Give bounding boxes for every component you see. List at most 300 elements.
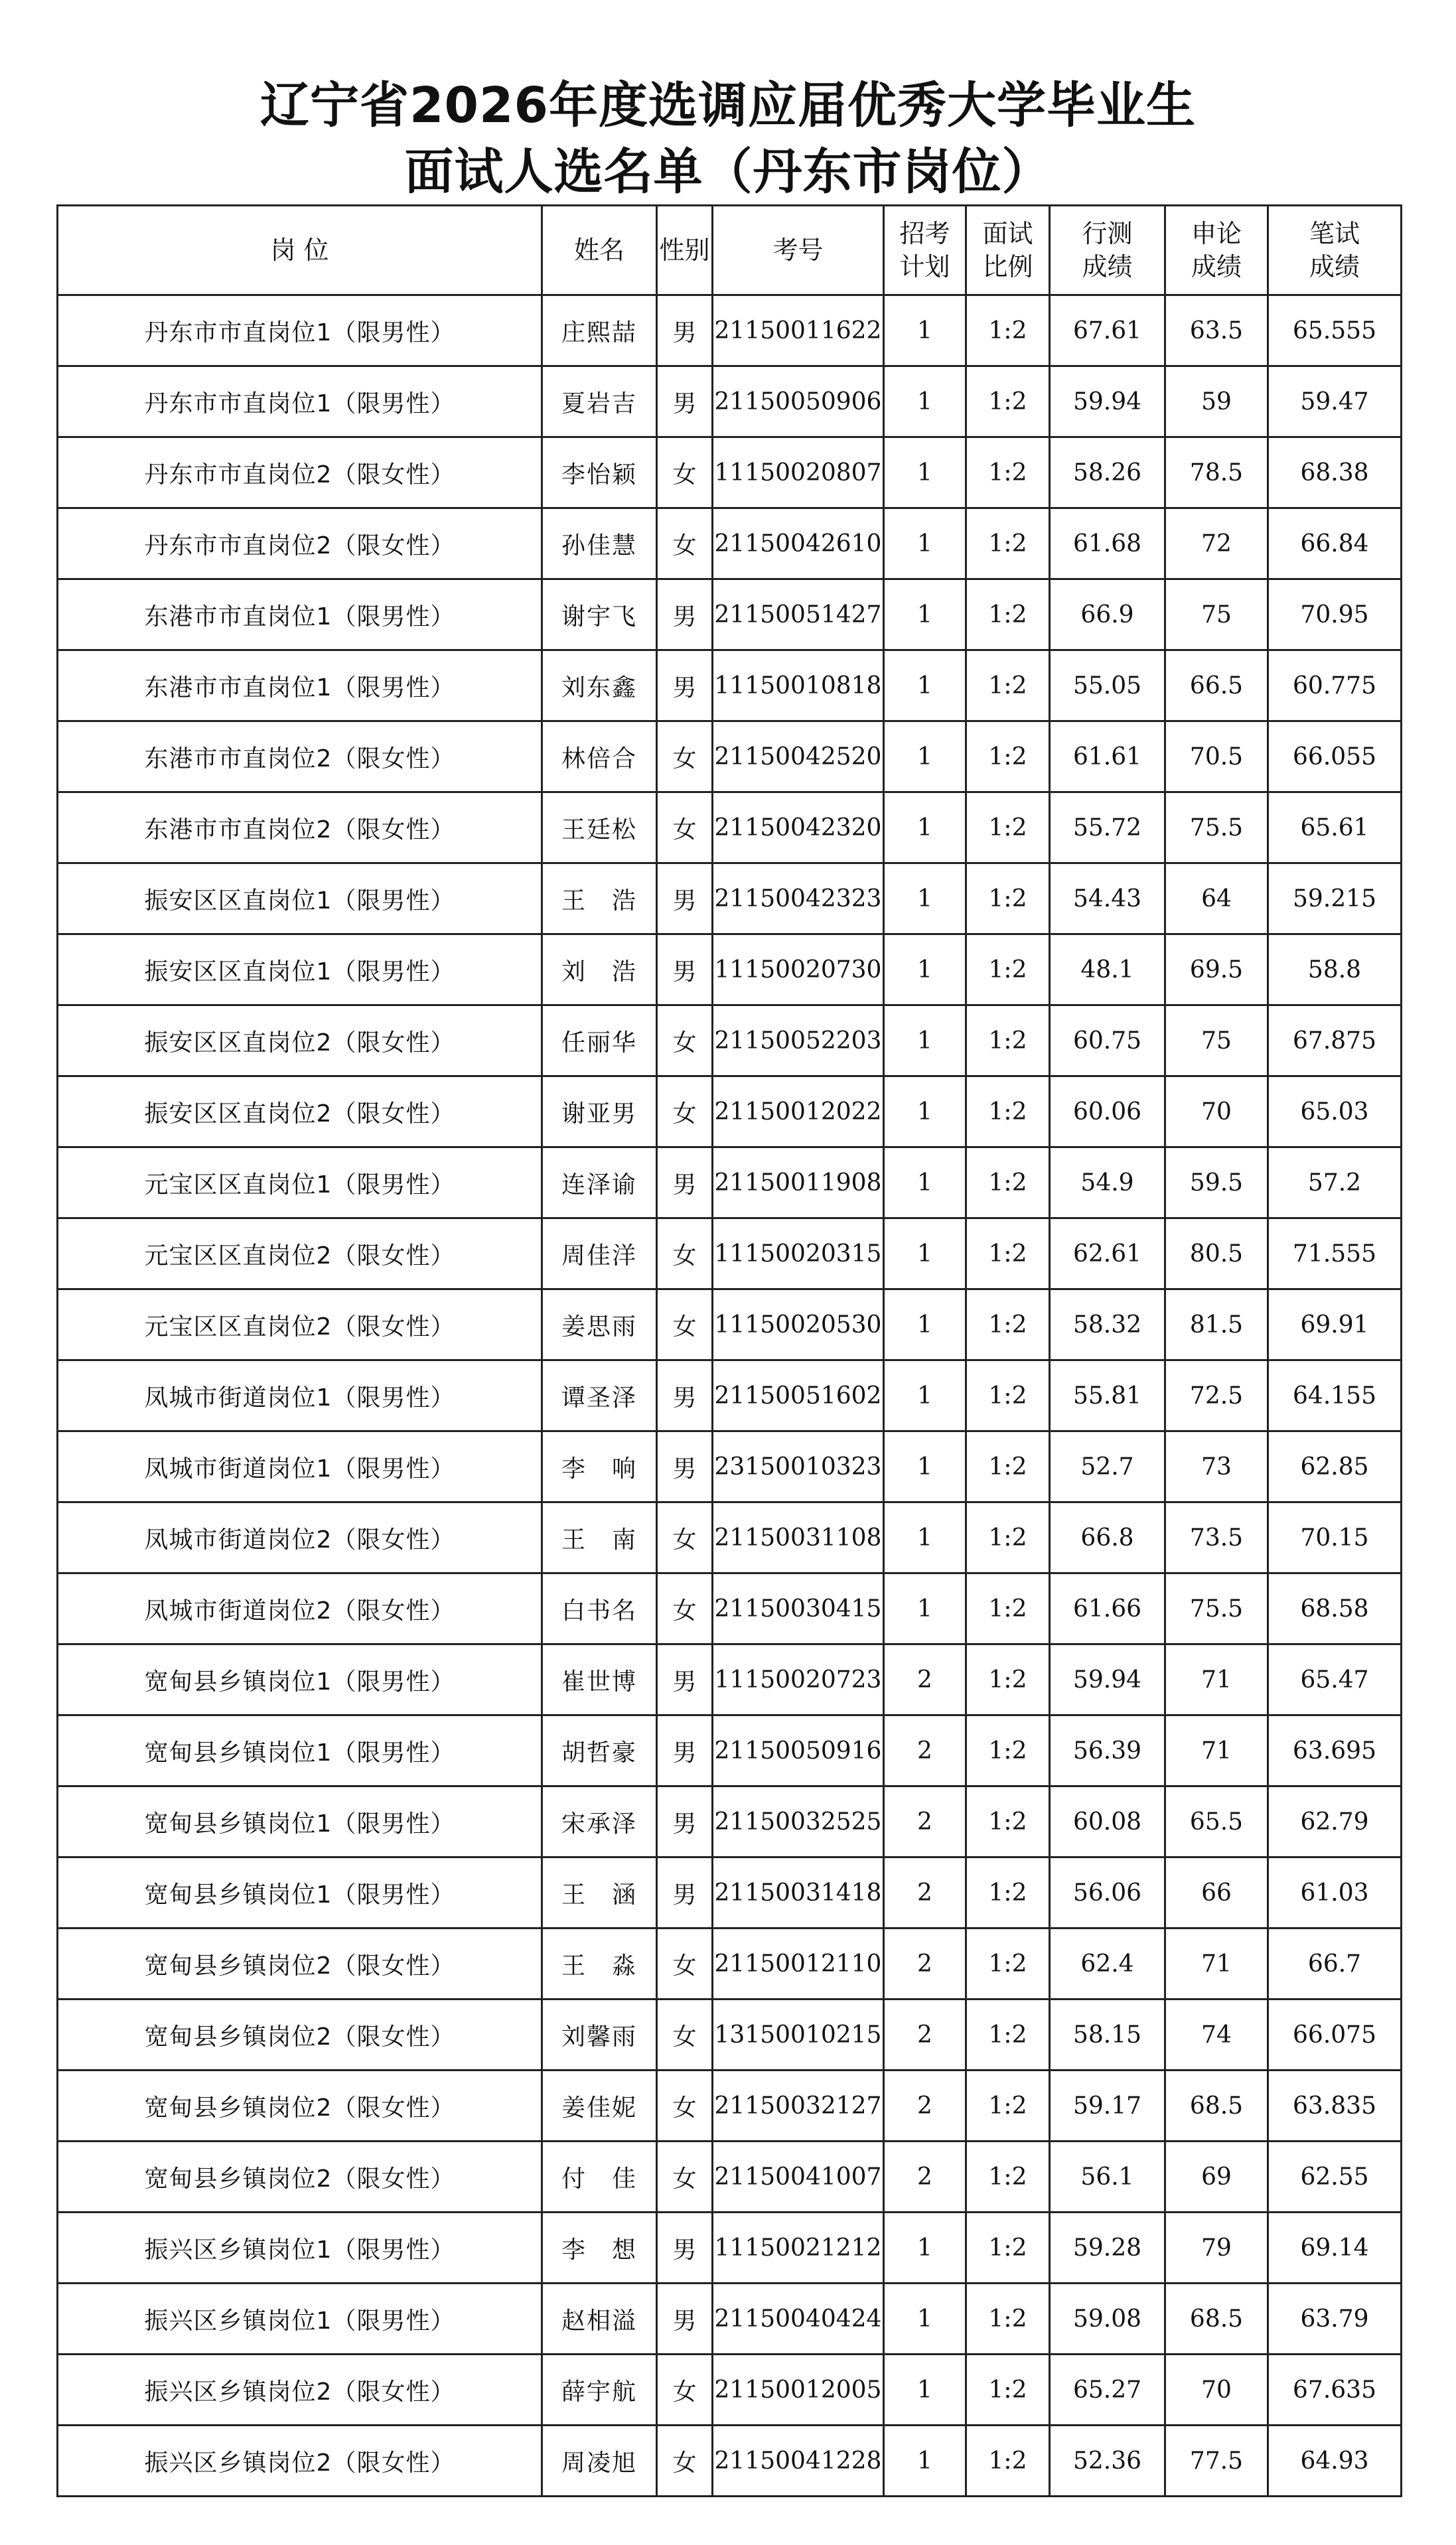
cell-xingce-score: 58.26 <box>1050 437 1165 508</box>
cell-exam-no: 21150030415 <box>713 1573 884 1644</box>
cell-xingce-score: 54.43 <box>1050 863 1165 934</box>
cell-bishi-score: 70.15 <box>1268 1502 1402 1573</box>
table-row <box>58 2071 1402 2142</box>
cell-shenlun-score: 71 <box>1165 1928 1268 2000</box>
cell-position: 振安区区直岗位2（限女性） <box>58 1005 542 1076</box>
cell-gender: 男 <box>657 1715 713 1786</box>
cell-exam-no: 21150040424 <box>713 2284 884 2355</box>
cell-gender: 男 <box>657 295 713 366</box>
cell-name: 林倍合 <box>542 721 657 792</box>
cell-shenlun-score: 80.5 <box>1165 1218 1268 1289</box>
table-row <box>58 1289 1402 1360</box>
cell-xingce-score: 59.08 <box>1050 2284 1165 2355</box>
cell-position: 宽甸县乡镇岗位2（限女性） <box>58 2000 542 2071</box>
cell-plan: 1 <box>884 366 966 437</box>
cell-gender: 女 <box>657 437 713 508</box>
cell-plan: 1 <box>884 295 966 366</box>
cell-shenlun-score: 68.5 <box>1165 2284 1268 2355</box>
table-row <box>58 1573 1402 1644</box>
cell-gender: 男 <box>657 863 713 934</box>
cell-shenlun-score: 66 <box>1165 1857 1268 1928</box>
table-row <box>58 1431 1402 1502</box>
cell-ratio: 1:2 <box>966 2071 1050 2142</box>
cell-exam-no: 21150041007 <box>713 2142 884 2213</box>
cell-name: 王 涵 <box>542 1857 657 1928</box>
cell-bishi-score: 67.875 <box>1268 1005 1402 1076</box>
cell-position: 振兴区乡镇岗位1（限男性） <box>58 2284 542 2355</box>
cell-gender: 女 <box>657 792 713 863</box>
cell-plan: 1 <box>884 1360 966 1431</box>
cell-plan: 1 <box>884 1289 966 1360</box>
cell-plan: 2 <box>884 1928 966 2000</box>
cell-shenlun-score: 70.5 <box>1165 721 1268 792</box>
cell-shenlun-score: 72.5 <box>1165 1360 1268 1431</box>
cell-plan: 1 <box>884 1218 966 1289</box>
cell-exam-no: 21150051602 <box>713 1360 884 1431</box>
cell-xingce-score: 48.1 <box>1050 934 1165 1005</box>
cell-bishi-score: 57.2 <box>1268 1147 1402 1218</box>
cell-ratio: 1:2 <box>966 1005 1050 1076</box>
header-bishi <box>1268 206 1402 295</box>
cell-position: 元宝区区直岗位2（限女性） <box>58 1218 542 1289</box>
cell-plan: 1 <box>884 1147 966 1218</box>
cell-bishi-score: 58.8 <box>1268 934 1402 1005</box>
cell-name: 周佳洋 <box>542 1218 657 1289</box>
cell-position: 凤城市街道岗位1（限男性） <box>58 1431 542 1502</box>
cell-name: 姜佳妮 <box>542 2071 657 2142</box>
cell-bishi-score: 65.03 <box>1268 1076 1402 1147</box>
cell-name: 周凌旭 <box>542 2426 657 2497</box>
cell-plan: 1 <box>884 721 966 792</box>
document-title: 辽宁省2026年度选调应届优秀大学毕业生 <box>260 77 1196 134</box>
cell-exam-no: 21150051427 <box>713 579 884 650</box>
cell-xingce-score: 66.8 <box>1050 1502 1165 1573</box>
cell-plan: 2 <box>884 1644 966 1715</box>
cell-plan: 1 <box>884 1431 966 1502</box>
cell-bishi-score: 62.85 <box>1268 1431 1402 1502</box>
cell-gender: 女 <box>657 1076 713 1147</box>
cell-shenlun-score: 81.5 <box>1165 1289 1268 1360</box>
cell-name: 李 响 <box>542 1431 657 1502</box>
cell-bishi-score: 63.695 <box>1268 1715 1402 1786</box>
cell-gender: 女 <box>657 1289 713 1360</box>
table-row <box>58 721 1402 792</box>
cell-ratio: 1:2 <box>966 1289 1050 1360</box>
cell-ratio: 1:2 <box>966 1786 1050 1857</box>
header-xingce <box>1050 206 1165 295</box>
cell-shenlun-score: 75.5 <box>1165 1573 1268 1644</box>
cell-position: 宽甸县乡镇岗位1（限男性） <box>58 1644 542 1715</box>
cell-xingce-score: 59.94 <box>1050 366 1165 437</box>
cell-ratio: 1:2 <box>966 2426 1050 2497</box>
cell-bishi-score: 63.835 <box>1268 2071 1402 2142</box>
cell-exam-no: 11150010818 <box>713 650 884 721</box>
cell-position: 凤城市街道岗位1（限男性） <box>58 1360 542 1431</box>
cell-plan: 1 <box>884 2355 966 2426</box>
cell-exam-no: 13150010215 <box>713 2000 884 2071</box>
header-ratio-line2: 比例 <box>982 252 1033 281</box>
cell-position: 振安区区直岗位2（限女性） <box>58 1076 542 1147</box>
cell-name: 刘东鑫 <box>542 650 657 721</box>
cell-bishi-score: 62.79 <box>1268 1786 1402 1857</box>
cell-exam-no: 21150012022 <box>713 1076 884 1147</box>
cell-shenlun-score: 70 <box>1165 2355 1268 2426</box>
cell-plan: 2 <box>884 1786 966 1857</box>
cell-ratio: 1:2 <box>966 934 1050 1005</box>
cell-ratio: 1:2 <box>966 1502 1050 1573</box>
cell-gender: 女 <box>657 2426 713 2497</box>
cell-xingce-score: 59.17 <box>1050 2071 1165 2142</box>
cell-name: 刘馨雨 <box>542 2000 657 2071</box>
cell-xingce-score: 60.06 <box>1050 1076 1165 1147</box>
cell-shenlun-score: 64 <box>1165 863 1268 934</box>
cell-shenlun-score: 75 <box>1165 579 1268 650</box>
cell-gender: 男 <box>657 366 713 437</box>
cell-name: 夏岩吉 <box>542 366 657 437</box>
cell-exam-no: 21150032127 <box>713 2071 884 2142</box>
cell-exam-no: 11150020530 <box>713 1289 884 1360</box>
cell-bishi-score: 66.055 <box>1268 721 1402 792</box>
cell-bishi-score: 65.47 <box>1268 1644 1402 1715</box>
cell-gender: 男 <box>657 579 713 650</box>
cell-position: 丹东市市直岗位2（限女性） <box>58 437 542 508</box>
header-exam-no: 考号 <box>713 206 884 295</box>
cell-ratio: 1:2 <box>966 650 1050 721</box>
cell-xingce-score: 54.9 <box>1050 1147 1165 1218</box>
header-shenlun-line2: 成绩 <box>1191 252 1242 281</box>
cell-name: 庄熙喆 <box>542 295 657 366</box>
cell-xingce-score: 62.61 <box>1050 1218 1165 1289</box>
cell-position: 丹东市市直岗位2（限女性） <box>58 508 542 579</box>
cell-shenlun-score: 74 <box>1165 2000 1268 2071</box>
cell-name: 任丽华 <box>542 1005 657 1076</box>
cell-xingce-score: 56.1 <box>1050 2142 1165 2213</box>
cell-gender: 女 <box>657 2355 713 2426</box>
header-plan-line2: 计划 <box>899 252 950 281</box>
cell-ratio: 1:2 <box>966 1715 1050 1786</box>
table-row <box>58 1715 1402 1786</box>
cell-shenlun-score: 63.5 <box>1165 295 1268 366</box>
cell-gender: 女 <box>657 1218 713 1289</box>
cell-ratio: 1:2 <box>966 1218 1050 1289</box>
cell-plan: 1 <box>884 1005 966 1076</box>
cell-gender: 女 <box>657 2142 713 2213</box>
cell-exam-no: 21150011622 <box>713 295 884 366</box>
cell-exam-no: 21150032525 <box>713 1786 884 1857</box>
cell-gender: 女 <box>657 1005 713 1076</box>
table-row <box>58 2142 1402 2213</box>
cell-name: 薛宇航 <box>542 2355 657 2426</box>
cell-shenlun-score: 69 <box>1165 2142 1268 2213</box>
cell-name: 谢宇飞 <box>542 579 657 650</box>
table-row <box>58 650 1402 721</box>
cell-bishi-score: 65.61 <box>1268 792 1402 863</box>
cell-bishi-score: 71.555 <box>1268 1218 1402 1289</box>
cell-position: 宽甸县乡镇岗位1（限男性） <box>58 1786 542 1857</box>
cell-position: 宽甸县乡镇岗位2（限女性） <box>58 2071 542 2142</box>
cell-plan: 2 <box>884 1857 966 1928</box>
cell-name: 赵相溢 <box>542 2284 657 2355</box>
header-name: 姓名 <box>542 206 657 295</box>
cell-bishi-score: 63.79 <box>1268 2284 1402 2355</box>
cell-xingce-score: 58.15 <box>1050 2000 1165 2071</box>
cell-bishi-score: 69.91 <box>1268 1289 1402 1360</box>
cell-gender: 男 <box>657 1360 713 1431</box>
cell-plan: 2 <box>884 1715 966 1786</box>
cell-shenlun-score: 73.5 <box>1165 1502 1268 1573</box>
cell-exam-no: 11150020315 <box>713 1218 884 1289</box>
cell-shenlun-score: 70 <box>1165 1076 1268 1147</box>
cell-shenlun-score: 77.5 <box>1165 2426 1268 2497</box>
cell-bishi-score: 68.58 <box>1268 1573 1402 1644</box>
cell-bishi-score: 68.38 <box>1268 437 1402 508</box>
cell-shenlun-score: 79 <box>1165 2213 1268 2284</box>
cell-exam-no: 21150012005 <box>713 2355 884 2426</box>
cell-ratio: 1:2 <box>966 1644 1050 1715</box>
header-xingce-line2: 成绩 <box>1082 252 1133 281</box>
cell-ratio: 1:2 <box>966 437 1050 508</box>
table-row <box>58 437 1402 508</box>
cell-name: 谢亚男 <box>542 1076 657 1147</box>
cell-shenlun-score: 59 <box>1165 366 1268 437</box>
cell-ratio: 1:2 <box>966 1147 1050 1218</box>
table-row <box>58 1147 1402 1218</box>
cell-ratio: 1:2 <box>966 1928 1050 2000</box>
table-row <box>58 2426 1402 2497</box>
cell-ratio: 1:2 <box>966 2142 1050 2213</box>
cell-xingce-score: 67.61 <box>1050 295 1165 366</box>
cell-plan: 1 <box>884 792 966 863</box>
cell-position: 振安区区直岗位1（限男性） <box>58 934 542 1005</box>
cell-ratio: 1:2 <box>966 1573 1050 1644</box>
cell-position: 振兴区乡镇岗位2（限女性） <box>58 2355 542 2426</box>
table-row <box>58 1005 1402 1076</box>
cell-gender: 男 <box>657 2213 713 2284</box>
table-row <box>58 2000 1402 2071</box>
cell-bishi-score: 66.7 <box>1268 1928 1402 2000</box>
cell-xingce-score: 60.08 <box>1050 1786 1165 1857</box>
cell-plan: 2 <box>884 2000 966 2071</box>
cell-ratio: 1:2 <box>966 1360 1050 1431</box>
cell-xingce-score: 56.39 <box>1050 1715 1165 1786</box>
cell-xingce-score: 59.28 <box>1050 2213 1165 2284</box>
cell-name: 李 想 <box>542 2213 657 2284</box>
cell-name: 胡哲豪 <box>542 1715 657 1786</box>
cell-xingce-score: 66.9 <box>1050 579 1165 650</box>
cell-plan: 2 <box>884 2071 966 2142</box>
cell-exam-no: 21150011908 <box>713 1147 884 1218</box>
cell-plan: 2 <box>884 2142 966 2213</box>
cell-shenlun-score: 73 <box>1165 1431 1268 1502</box>
document-subtitle: 面试人选名单（丹东市岗位） <box>404 143 1052 200</box>
cell-name: 刘 浩 <box>542 934 657 1005</box>
cell-plan: 1 <box>884 2284 966 2355</box>
header-row <box>58 206 1402 295</box>
cell-bishi-score: 60.775 <box>1268 650 1402 721</box>
cell-bishi-score: 59.47 <box>1268 366 1402 437</box>
cell-bishi-score: 69.14 <box>1268 2213 1402 2284</box>
cell-xingce-score: 60.75 <box>1050 1005 1165 1076</box>
cell-xingce-score: 52.36 <box>1050 2426 1165 2497</box>
cell-bishi-score: 64.155 <box>1268 1360 1402 1431</box>
cell-ratio: 1:2 <box>966 792 1050 863</box>
cell-name: 白书名 <box>542 1573 657 1644</box>
cell-ratio: 1:2 <box>966 1076 1050 1147</box>
table-row <box>58 579 1402 650</box>
cell-gender: 男 <box>657 1857 713 1928</box>
cell-exam-no: 21150042320 <box>713 792 884 863</box>
cell-name: 连泽谕 <box>542 1147 657 1218</box>
cell-exam-no: 21150041228 <box>713 2426 884 2497</box>
cell-name: 李怡颖 <box>542 437 657 508</box>
cell-ratio: 1:2 <box>966 721 1050 792</box>
cell-ratio: 1:2 <box>966 295 1050 366</box>
header-ratio <box>966 206 1050 295</box>
cell-bishi-score: 59.215 <box>1268 863 1402 934</box>
cell-plan: 1 <box>884 579 966 650</box>
cell-ratio: 1:2 <box>966 2284 1050 2355</box>
cell-exam-no: 21150042610 <box>713 508 884 579</box>
header-bishi-line2: 成绩 <box>1309 252 1360 281</box>
cell-ratio: 1:2 <box>966 1431 1050 1502</box>
table-row <box>58 508 1402 579</box>
header-ratio-line1: 面试 <box>982 219 1033 248</box>
cell-xingce-score: 56.06 <box>1050 1857 1165 1928</box>
table-row <box>58 792 1402 863</box>
cell-xingce-score: 59.94 <box>1050 1644 1165 1715</box>
cell-shenlun-score: 72 <box>1165 508 1268 579</box>
cell-shenlun-score: 68.5 <box>1165 2071 1268 2142</box>
table-row <box>58 1502 1402 1573</box>
cell-gender: 男 <box>657 2284 713 2355</box>
cell-bishi-score: 62.55 <box>1268 2142 1402 2213</box>
cell-name: 王 淼 <box>542 1928 657 2000</box>
table-row <box>58 1218 1402 1289</box>
cell-gender: 男 <box>657 1644 713 1715</box>
cell-plan: 1 <box>884 1076 966 1147</box>
cell-position: 东港市市直岗位2（限女性） <box>58 792 542 863</box>
cell-name: 崔世博 <box>542 1644 657 1715</box>
cell-position: 丹东市市直岗位1（限男性） <box>58 295 542 366</box>
cell-plan: 1 <box>884 1502 966 1573</box>
cell-xingce-score: 62.4 <box>1050 1928 1165 2000</box>
cell-name: 姜思雨 <box>542 1289 657 1360</box>
cell-exam-no: 21150031418 <box>713 1857 884 1928</box>
cell-gender: 男 <box>657 1147 713 1218</box>
cell-plan: 1 <box>884 934 966 1005</box>
cell-position: 宽甸县乡镇岗位1（限男性） <box>58 1715 542 1786</box>
cell-exam-no: 11150020730 <box>713 934 884 1005</box>
cell-ratio: 1:2 <box>966 366 1050 437</box>
table-row <box>58 1360 1402 1431</box>
cell-bishi-score: 61.03 <box>1268 1857 1402 1928</box>
cell-gender: 男 <box>657 1786 713 1857</box>
cell-plan: 1 <box>884 437 966 508</box>
cell-exam-no: 21150031108 <box>713 1502 884 1573</box>
cell-ratio: 1:2 <box>966 579 1050 650</box>
cell-position: 东港市市直岗位1（限男性） <box>58 579 542 650</box>
cell-gender: 男 <box>657 650 713 721</box>
cell-position: 凤城市街道岗位2（限女性） <box>58 1573 542 1644</box>
cell-exam-no: 21150042323 <box>713 863 884 934</box>
cell-ratio: 1:2 <box>966 863 1050 934</box>
candidate-table <box>56 204 1402 2497</box>
cell-position: 元宝区区直岗位1（限男性） <box>58 1147 542 1218</box>
table-row <box>58 2355 1402 2426</box>
cell-ratio: 1:2 <box>966 2213 1050 2284</box>
cell-position: 宽甸县乡镇岗位2（限女性） <box>58 1928 542 2000</box>
cell-exam-no: 21150052203 <box>713 1005 884 1076</box>
cell-ratio: 1:2 <box>966 1857 1050 1928</box>
cell-position: 东港市市直岗位2（限女性） <box>58 721 542 792</box>
cell-shenlun-score: 69.5 <box>1165 934 1268 1005</box>
cell-shenlun-score: 78.5 <box>1165 437 1268 508</box>
header-position: 岗 位 <box>58 206 542 295</box>
cell-gender: 女 <box>657 1928 713 2000</box>
cell-exam-no: 21150050916 <box>713 1715 884 1786</box>
cell-xingce-score: 52.7 <box>1050 1431 1165 1502</box>
cell-xingce-score: 61.68 <box>1050 508 1165 579</box>
cell-shenlun-score: 75.5 <box>1165 792 1268 863</box>
cell-ratio: 1:2 <box>966 508 1050 579</box>
cell-plan: 1 <box>884 863 966 934</box>
cell-shenlun-score: 65.5 <box>1165 1786 1268 1857</box>
header-shenlun <box>1165 206 1268 295</box>
cell-exam-no: 11150020807 <box>713 437 884 508</box>
cell-position: 丹东市市直岗位1（限男性） <box>58 366 542 437</box>
cell-gender: 女 <box>657 721 713 792</box>
cell-name: 王 浩 <box>542 863 657 934</box>
header-bishi-line1: 笔试 <box>1309 219 1360 248</box>
header-plan-line1: 招考 <box>899 219 950 248</box>
cell-plan: 1 <box>884 2426 966 2497</box>
cell-ratio: 1:2 <box>966 2355 1050 2426</box>
cell-name: 付 佳 <box>542 2142 657 2213</box>
table-row <box>58 2213 1402 2284</box>
header-plan <box>884 206 966 295</box>
cell-gender: 女 <box>657 1573 713 1644</box>
cell-xingce-score: 55.81 <box>1050 1360 1165 1431</box>
cell-bishi-score: 64.93 <box>1268 2426 1402 2497</box>
cell-bishi-score: 70.95 <box>1268 579 1402 650</box>
cell-position: 东港市市直岗位1（限男性） <box>58 650 542 721</box>
cell-bishi-score: 65.555 <box>1268 295 1402 366</box>
cell-position: 凤城市街道岗位2（限女性） <box>58 1502 542 1573</box>
cell-xingce-score: 61.61 <box>1050 721 1165 792</box>
cell-gender: 女 <box>657 2071 713 2142</box>
cell-exam-no: 23150010323 <box>713 1431 884 1502</box>
cell-name: 王廷松 <box>542 792 657 863</box>
table-row <box>58 1786 1402 1857</box>
table-row <box>58 934 1402 1005</box>
cell-position: 振兴区乡镇岗位2（限女性） <box>58 2426 542 2497</box>
cell-gender: 男 <box>657 1431 713 1502</box>
cell-position: 元宝区区直岗位2（限女性） <box>58 1289 542 1360</box>
cell-position: 振兴区乡镇岗位1（限男性） <box>58 2213 542 2284</box>
table-row <box>58 1644 1402 1715</box>
cell-gender: 男 <box>657 934 713 1005</box>
cell-xingce-score: 61.66 <box>1050 1573 1165 1644</box>
cell-bishi-score: 67.635 <box>1268 2355 1402 2426</box>
table-row <box>58 2284 1402 2355</box>
cell-plan: 1 <box>884 650 966 721</box>
table-row <box>58 1928 1402 2000</box>
cell-exam-no: 21150012110 <box>713 1928 884 2000</box>
cell-xingce-score: 65.27 <box>1050 2355 1165 2426</box>
table-row <box>58 1076 1402 1147</box>
cell-shenlun-score: 71 <box>1165 1715 1268 1786</box>
cell-gender: 女 <box>657 1502 713 1573</box>
